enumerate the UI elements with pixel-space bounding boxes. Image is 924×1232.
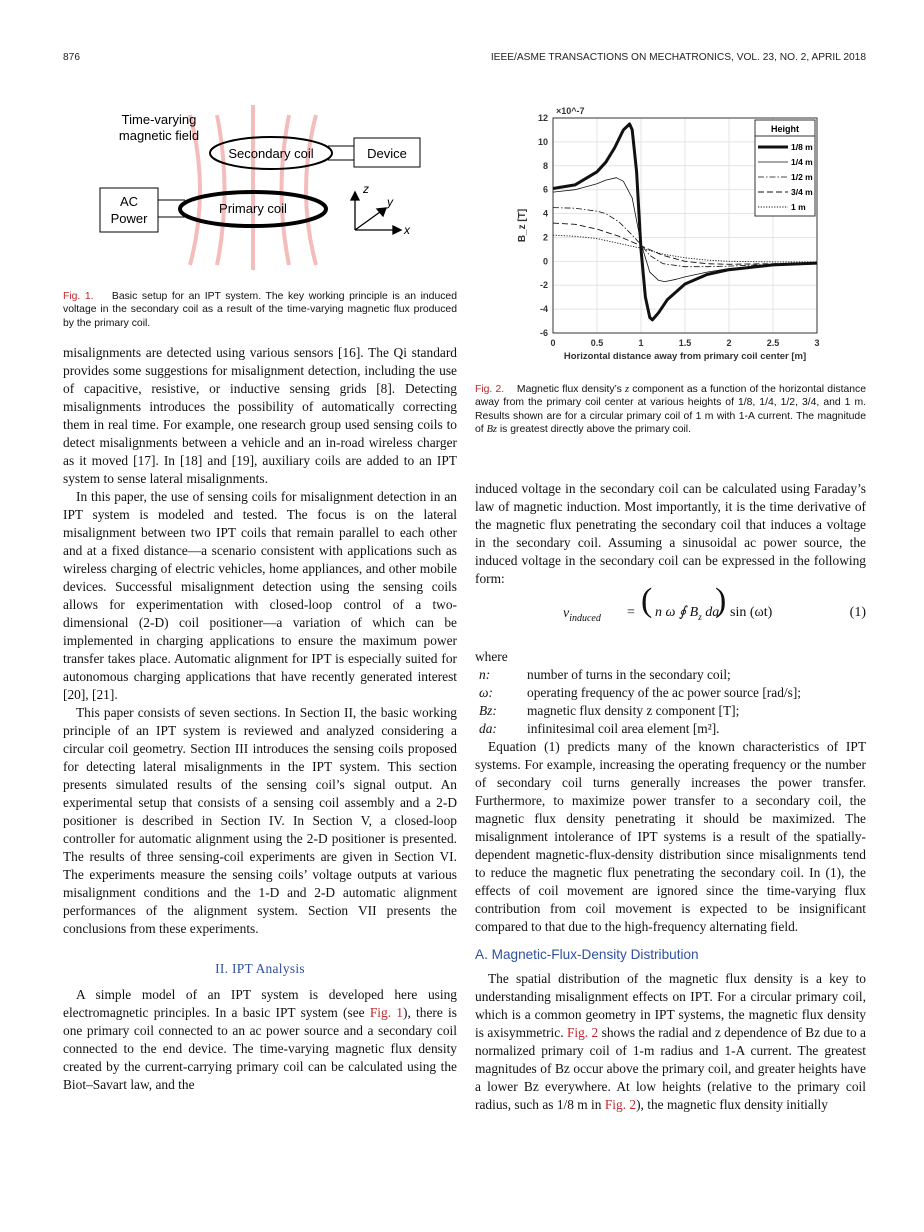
eq-sin: sin (ωt) [730, 605, 773, 620]
x-tick-label: 0.5 [590, 338, 604, 348]
y-tick-label: 10 [537, 136, 548, 147]
ac-power-label: AC [119, 194, 139, 209]
eq-sub: z [698, 611, 702, 622]
field-line [306, 115, 316, 265]
definition-symbol: da: [479, 721, 497, 736]
legend-label: 1/2 m [791, 172, 813, 182]
definition-text: magnetic flux density z component [T]; [527, 703, 740, 718]
x-tick-label: 0 [550, 338, 556, 348]
primary-coil-label: Primary coil [219, 201, 287, 216]
eq-paren-close: ) [715, 582, 727, 619]
paragraph: In this paper, the use of sensing coils for misalignment detection in an IPT system is modeled and tested. The focus is on the lateral misalignment between two IPT coils that remain parallel to each other and at a fixed distance—a scenario consistent with applications such as wireless charging of electric vehicles, home appliances, and other mobile devices. Successful misalignment detection using the sensing coils allows for experimentation with closed-loop control of a two-dimensional (2-D) coil positioner—a variation of which can be implemented in charging applications to ensure the maximum power transfer takes place. Automatic alignment for IPT is especially suited for autonomous charging applications that have recently generated interest [20], [21]. [63, 489, 457, 702]
paragraph: Equation (1) predicts many of the known characteristics of IPT systems. For example, increasing the operating frequency or the number of secondary coil turns generally increases the power transfer. Furthermore, to maximize power transfer to a secondary coil, the magnetic flux density penetrating it should be maximized. The misalignment intolerance of IPT systems is a result of the spatially-dependent magnetic-flux-density distribution since misalignments tend to reduce the magnetic flux penetrating the secondary coil. In (1), the effects of coil movement are ignored since the time-varying flux contribution from coil movement is expected to be insignificant compared to that due to the high-frequency alternating field. [475, 739, 866, 934]
y-tick-label: -4 [539, 304, 548, 315]
legend-label: 3/4 m [791, 187, 813, 197]
definition-text: operating frequency of the ac power source [rad/s]; [527, 685, 802, 700]
y-tick-label: 0 [542, 256, 548, 267]
x-tick-label: 3 [814, 338, 820, 348]
page-number: 876 [63, 52, 80, 63]
legend-label: 1 m [791, 202, 806, 212]
legend-title: Height [771, 124, 799, 134]
left-column [63, 344, 457, 1094]
text: ), there is one primary coil connected to an ac power source and a secondary coil connected to the end device. The time-varying magnetic flux density created by the current-carrying primary coil can be calculated using the Biot–Savart law, and the [63, 1005, 457, 1092]
definition-text: number of turns in the secondary coil; [527, 667, 731, 682]
y-tick-label: 2 [542, 232, 548, 243]
device-label: Device [367, 146, 407, 161]
caption-math: z [625, 384, 630, 395]
ac-power-label: Power [110, 211, 148, 226]
definition-row [475, 720, 801, 738]
axis-z-label: z [363, 182, 369, 196]
x-tick-label: 1.5 [678, 338, 692, 348]
paragraph [475, 970, 866, 1114]
right-column [475, 480, 866, 1114]
x-tick-label: 2.5 [766, 338, 780, 348]
definitions-list [475, 666, 801, 738]
field-line [217, 115, 225, 265]
definition-text: infinitesimal coil area element [m²]. [527, 721, 720, 736]
y-multiplier: ×10^-7 [556, 106, 585, 116]
axis-x-label: x [404, 223, 410, 237]
caption-text: component as a function of the horizontal distance away from the primary coil center at various heights of 1/8, 1/4, 1/2, 3/4, and 1 m. Results shown are for a circular primary coil of 1 m with 1-A current. The magnitude of [475, 384, 866, 436]
secondary-coil-label: Secondary coil [228, 146, 314, 161]
running-header: IEEE/ASME TRANSACTIONS ON MECHATRONICS, VOL. 23, NO. 2, APRIL 2018 [490, 52, 866, 63]
subsection-heading: A. Magnetic-Flux-Density Distribution [475, 947, 699, 962]
caption-label: Fig. 2. [475, 384, 505, 395]
definition-symbol: ω: [479, 685, 493, 700]
y-tick-label: 12 [537, 113, 548, 123]
text: The spatial distribution of the magnetic flux density is a key to understanding misalignment effects on IPT. For a circular primary coil, which is a common geometry in IPT systems, the magnetic flux density is axisymmetric. [475, 971, 866, 1040]
paragraph: induced voltage in the secondary coil can be calculated using Faraday’s law of magnetic induction. Most importantly, it is the time derivative of the magnetic flux penetrating the secondary coil that induces a voltage in the secondary coil. Assuming a sinusoidal ac power source, the induced voltage in the secondary coil can be expressed in the following form: [475, 481, 866, 586]
y-tick-label: -6 [539, 328, 548, 338]
field-label: magnetic field [118, 128, 200, 143]
caption-text: is greatest directly above the primary coil. [496, 424, 692, 436]
caption-text: Magnetic flux density’s [516, 384, 626, 395]
x-tick-label: 2 [726, 338, 732, 348]
definition-row [475, 684, 801, 702]
y-tick-label: 6 [542, 184, 548, 195]
caption-label: Fig. 1. [63, 291, 94, 302]
figure-2-caption [475, 383, 866, 437]
text: shows the radial and z dependence of Bz due to a normalized primary coil of 1-m radius and 1-A current. The greatest magnitudes of Bz occur above the primary coil, and greater heights have a lower Bz everywhere. At low heights (relative to the primary coil radius, such as 1/8 m in [475, 1025, 866, 1112]
section-heading: II. IPT Analysis [215, 961, 305, 976]
figure-2-chart [500, 100, 840, 370]
caption-text: Basic setup for an IPT system. The key working principle is an induced voltage in the secondary coil as a result of the time-varying magnetic flux produced by the primary coil. [63, 291, 457, 329]
paragraph: This paper consists of seven sections. In Section II, the basic working principle of an IPT system is reviewed and analyzed considering a circular coil geometry. Section III introduces the sensing coils proposed for detecting lateral misalignments in the IPT system. This section presents simulated results of the sensing coil’s signal output. An experimental setup that consists of a sensing coil assembly and a 2-D positioner is described in Section IV. In Section V, a closed-loop controller for automatic alignment using the 2-D positioner is presented. The results of three sensing-coil experiments are given in Section VI. The experiments measure the sensing coils’ voltage outputs at various misalignment conditions and the 1-D and 2-D automatic alignment performances of the alignment system. Section VII presents the conclusions from these experiments. [63, 705, 457, 936]
legend-label: 1/8 m [791, 142, 813, 152]
eq-body [655, 604, 719, 626]
eq-var: n ω ∮ B [655, 605, 699, 620]
legend [755, 120, 815, 216]
where-label: where [475, 649, 508, 664]
figure-link[interactable]: Fig. 1 [369, 1005, 403, 1020]
y-tick-label: -2 [539, 280, 548, 291]
axes-icon [351, 192, 401, 234]
eq-paren-open: ( [641, 582, 653, 619]
x-axis-label: Horizontal distance away from primary coil center [m] [563, 351, 807, 362]
equation-1 [475, 582, 866, 642]
y-tick-label: 8 [542, 160, 548, 171]
x-tick-label: 1 [638, 338, 644, 348]
definition-symbol: n: [479, 667, 491, 682]
axis-y-label: y [387, 195, 393, 209]
figure-1-caption [63, 290, 457, 330]
equation-number: (1) [849, 605, 866, 620]
field-label: Time-varying [121, 112, 197, 127]
paragraph: misalignments are detected using various sensors [16]. The Qi standard provides some suggestions for misalignment detection, including the use of capacitive, resistive, or inductive sensing grids [8]. Detecting misalignments introduces the possibility of automatically correcting them in real time. For example, one research group used sensing coils to detect misalignments between a vehicle and an in-road wireless charger as it moved [17]. In [18] and [19], auxiliary coils are added to an IPT system to sense lateral misalignments. [63, 345, 457, 486]
text: A simple model of an IPT system is developed here using electromagnetic principles. In a basic IPT system (see [63, 987, 457, 1020]
figure-link[interactable]: Fig. 2 [604, 1097, 637, 1112]
magnetic-field-lines [190, 105, 316, 270]
figure-link[interactable]: Fig. 2 [566, 1025, 599, 1040]
caption-math: Bz [486, 424, 497, 436]
eq-sub: induced [569, 612, 601, 624]
paragraph [63, 986, 457, 1094]
text: ), the magnetic flux density initially [636, 1097, 828, 1112]
y-tick-label: 4 [542, 208, 548, 219]
figure-1-diagram [90, 100, 430, 280]
eq-var: da [705, 605, 720, 620]
eq-var: v [563, 606, 570, 621]
legend-label: 1/4 m [791, 157, 813, 167]
legend-box [755, 120, 815, 216]
definition-symbol: Bz: [479, 703, 497, 718]
definition-row [475, 702, 801, 720]
eq-equals: = [627, 605, 635, 620]
y-axis-label: B_z [T] [517, 208, 528, 243]
definition-row [475, 666, 801, 684]
eq-lhs [563, 605, 601, 628]
